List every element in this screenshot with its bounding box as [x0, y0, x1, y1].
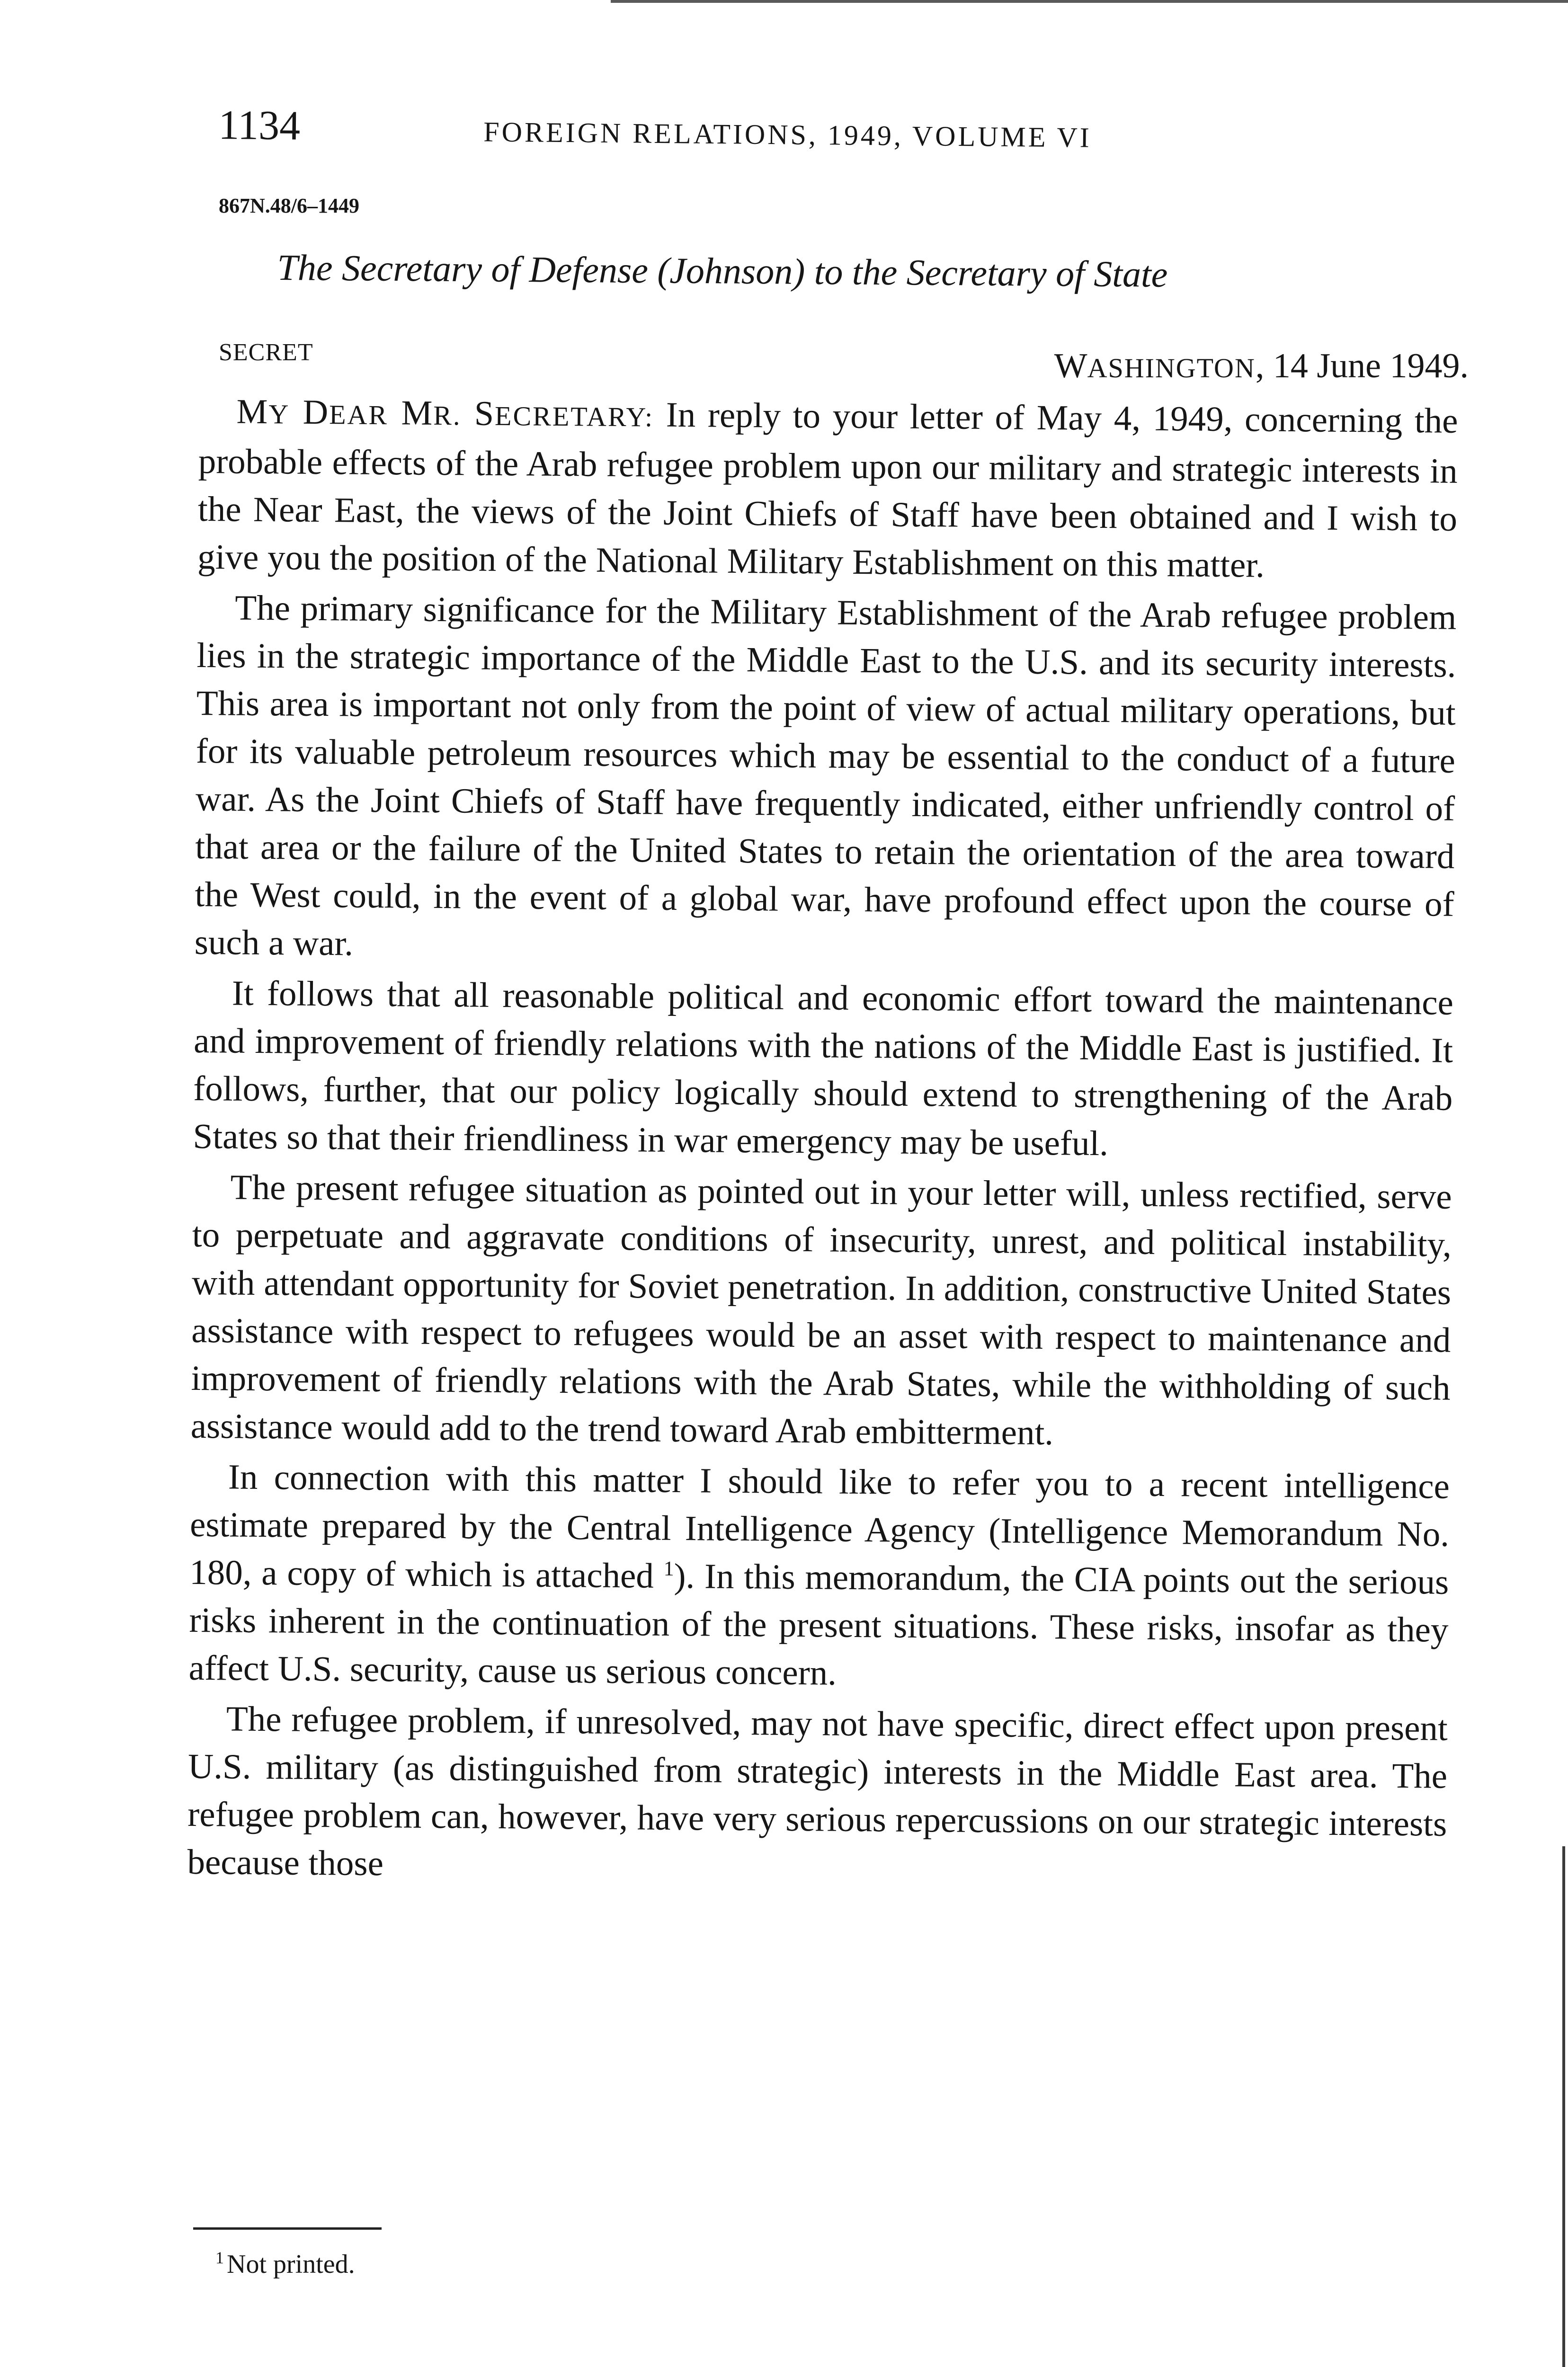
paragraph-5-text-end: In this memorandum, the CIA points out the serious risks inherent in the continuation of the present situations. These risks, insofar as they affect U.S. security, cause us serious concern. [188, 1557, 1449, 1693]
footnote-reference[interactable]: 1 [663, 1557, 674, 1580]
footnote-text: Not printed. [227, 2250, 355, 2279]
paragraph-2: The primary significance for the Military Establishment of the Arab refugee problem lies in the strategic importance of the Middle East to the U.S. and its security interests. This area is important not only from the point of view of actual military operations, but for its valuable petroleum resources which may be essential to the conduct of a future war. As the Joint Chiefs of Staff have frequently indicated, either unfriendly control of that area or the failure of the United States to retain the orientation of the area toward the West could, in the event of a global war, have profound effect upon the course of such a war. [194, 588, 1457, 963]
footnote-marker: 1 [215, 2248, 224, 2268]
file-number: 867N.48/6–1449 [219, 194, 359, 217]
salutation: MY DEAR MR. SECRETARY: [236, 392, 654, 433]
footnote [215, 2243, 355, 2286]
paragraph-3: It follows that all reasonable political and economic effort toward the maintenance and improvement of friendly relations with the nations of the Middle East is justified. It follows, further, that our policy logically should extend to strengthening of the Arab States so that their friendliness in war emergency may be useful. [193, 973, 1454, 1164]
dateline-place: WASHINGTON [1054, 347, 1256, 385]
running-head-title: FOREIGN RELATIONS, 1949, VOLUME VI [483, 116, 1092, 153]
letter-body [187, 387, 1458, 1899]
dateline-date: , 14 June 1949. [1255, 347, 1469, 385]
paragraph-5 [188, 1453, 1450, 1702]
paragraph-5-text-mid: ). [674, 1556, 695, 1596]
classification-label: SECRET [219, 339, 313, 366]
paragraph-1-text: In reply to your letter of May 4, 1949, concerning the probable effects of the Arab refugee problem upon our military and strategic interests in the Near East, the views of the Joint Chiefs of Staff have been obtained and I wish to give you the position of the National Military Establishment on this matter. [197, 395, 1458, 585]
paragraph-1 [197, 387, 1458, 591]
paragraph-6: The refugee problem, if unresolved, may not have specific, direct effect upon present U.S. military (as distinguished from strategic) interests in the Middle East area. The refugee problem can, however, have very serious repercussions on our strategic interests because those [187, 1699, 1448, 1884]
document-title: The Secretary of Defense (Johnson) to the Secretary of State [277, 246, 1168, 295]
paragraph-4: The present refugee situation as pointed out in your letter will, unless rectified, serve to perpetuate and aggravate conditions of insecurity, unrest, and political instability, with attendant opportunity for Soviet penetration. In addition, constructive United States assistance with respect to refugees would be an asset with respect to maintenance and improvement of friendly relations with the Arab States, while the withholding of such assistance would add to the trend toward Arab embitterment. [190, 1167, 1452, 1453]
dateline [1054, 340, 1469, 394]
footnote-divider [193, 2227, 382, 2230]
paragraph-5-text-start: In connection with this matter I should like to refer you to a recent intelligence estimate prepared by the Central Intelligence Agency (Intelligence Memorandum No. 180, a copy of which is attached [189, 1457, 1450, 1596]
page-number: 1134 [218, 102, 301, 149]
running-head [218, 97, 1213, 163]
